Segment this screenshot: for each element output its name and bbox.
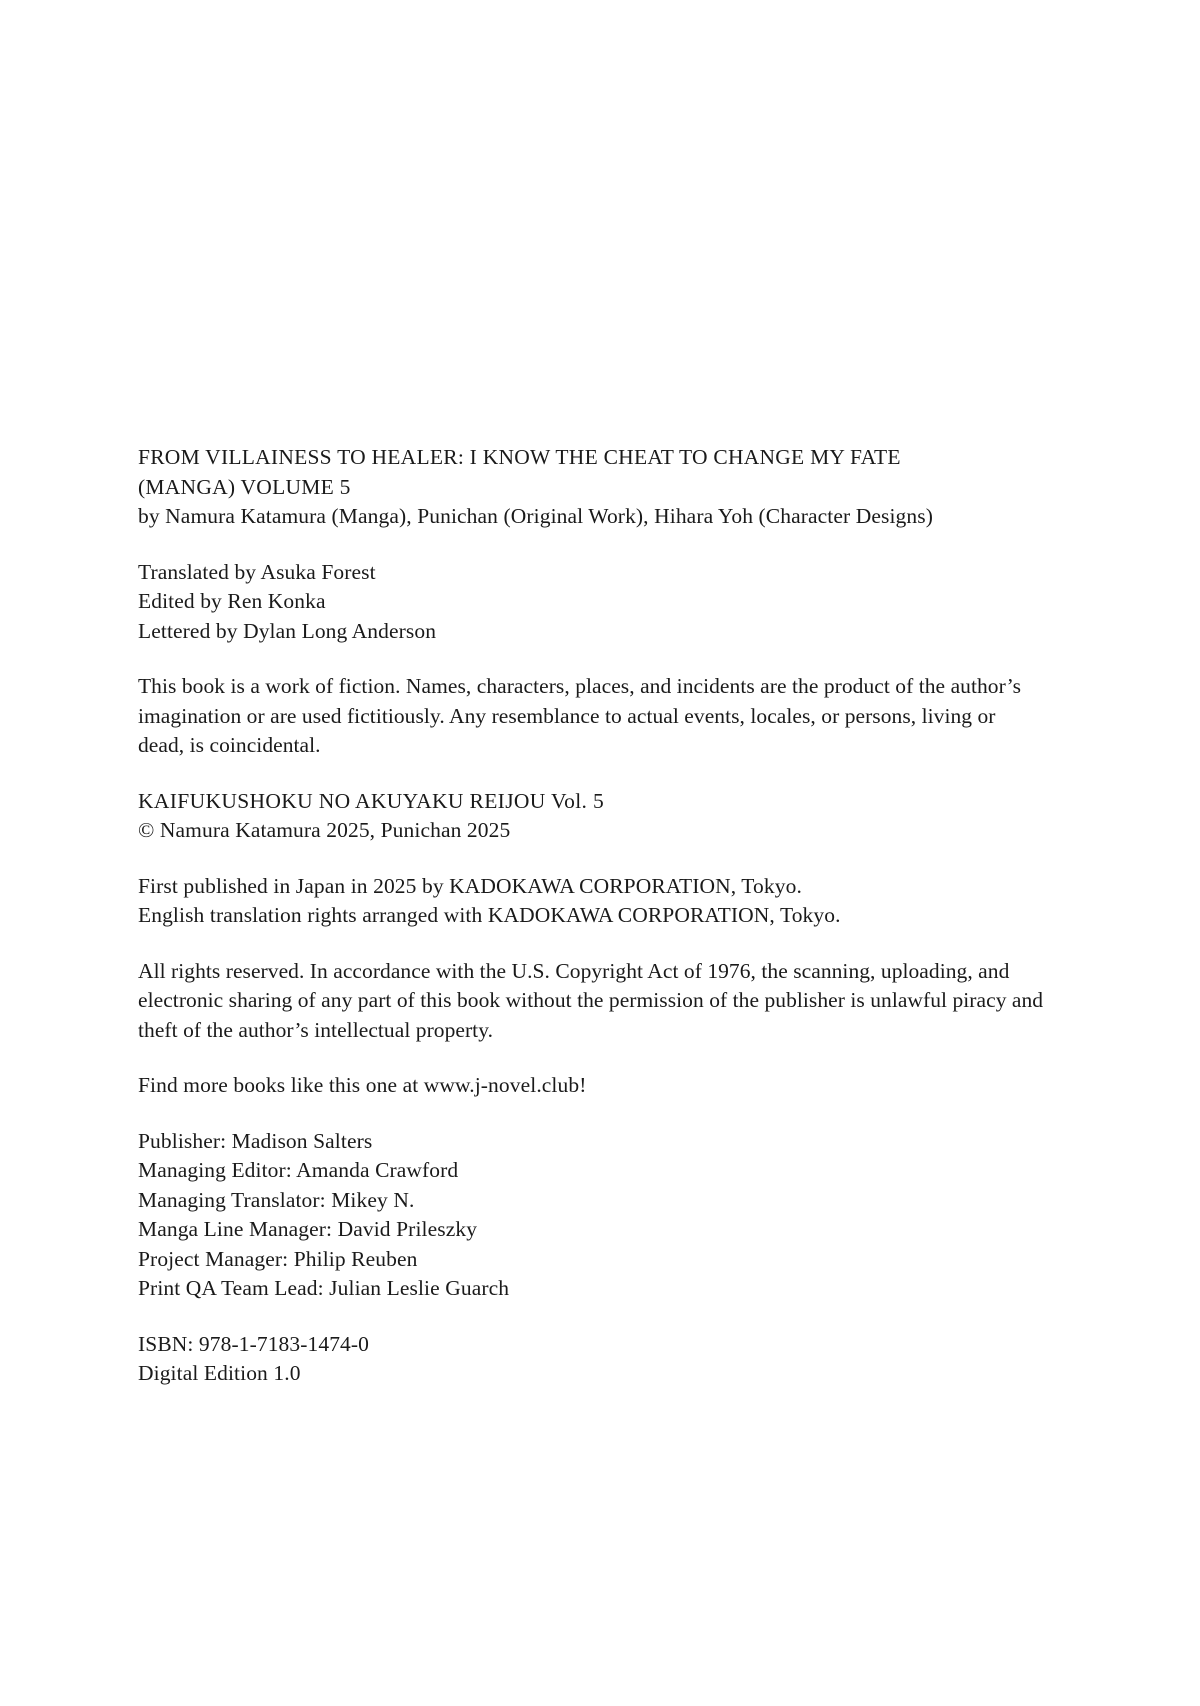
all-rights-reserved-block [138, 957, 1044, 1046]
staff-publisher: Publisher: Madison Salters [138, 1128, 373, 1153]
original-title-block [138, 787, 1044, 846]
fiction-disclaimer-block [138, 672, 1044, 761]
promo-block [138, 1071, 1044, 1101]
staff-manga-line-manager: Manga Line Manager: David Prileszky [138, 1217, 478, 1241]
isbn-block [138, 1330, 1044, 1389]
staff-project-manager: Project Manager: Philip Reuben [138, 1246, 418, 1271]
promo-text[interactable]: Find more books like this one at www.j-novel.club! [138, 1073, 587, 1097]
copyright-colophon [138, 443, 1044, 1389]
translation-credits-block [138, 558, 1044, 647]
publication-rights-block [138, 872, 1044, 931]
first-published-line: First published in Japan in 2025 by KADOKAWA CORPORATION, Tokyo. [138, 873, 802, 898]
book-byline: by Namura Katamura (Manga), Punichan (Original Work), Hihara Yoh (Character Designs) [138, 504, 933, 528]
editor-credit: Edited by Ren Konka [138, 589, 326, 613]
digital-edition-line: Digital Edition 1.0 [138, 1361, 301, 1385]
title-block [138, 443, 1044, 532]
letterer-credit: Lettered by Dylan Long Anderson [138, 618, 437, 643]
all-rights-reserved-text: All rights reserved. In accordance with the U.S. Copyright Act of 1976, the scanning, uploading, and electronic sharing of any part of this book without the permission of the publisher is unlawful piracy and theft of the author’s intellectual property. [138, 958, 1044, 1042]
staff-print-qa-team-lead: Print QA Team Lead: Julian Leslie Guarch [138, 1276, 510, 1300]
book-title-line-2: (MANGA) VOLUME 5 [138, 474, 351, 499]
isbn-line: ISBN: 978-1-7183-1474-0 [138, 1331, 370, 1356]
translation-rights-line: English translation rights arranged with KADOKAWA CORPORATION, Tokyo. [138, 903, 841, 927]
staff-managing-editor: Managing Editor: Amanda Crawford [138, 1158, 459, 1182]
book-title-line-1: FROM VILLAINESS TO HEALER: I KNOW THE CHEAT TO CHANGE MY FATE [138, 445, 901, 469]
fiction-disclaimer-text: This book is a work of fiction. Names, characters, places, and incidents are the product of the author’s imagination or are used fictitiously. Any resemblance to actual events, locales, or persons, living or dead, is coincidental. [138, 674, 1022, 757]
copyright-holders-line: © Namura Katamura 2025, Punichan 2025 [138, 818, 511, 842]
staff-credits-block [138, 1127, 1044, 1304]
translator-credit: Translated by Asuka Forest [138, 559, 376, 584]
staff-managing-translator: Managing Translator: Mikey N. [138, 1187, 415, 1212]
original-japanese-title: KAIFUKUSHOKU NO AKUYAKU REIJOU Vol. 5 [138, 788, 605, 813]
